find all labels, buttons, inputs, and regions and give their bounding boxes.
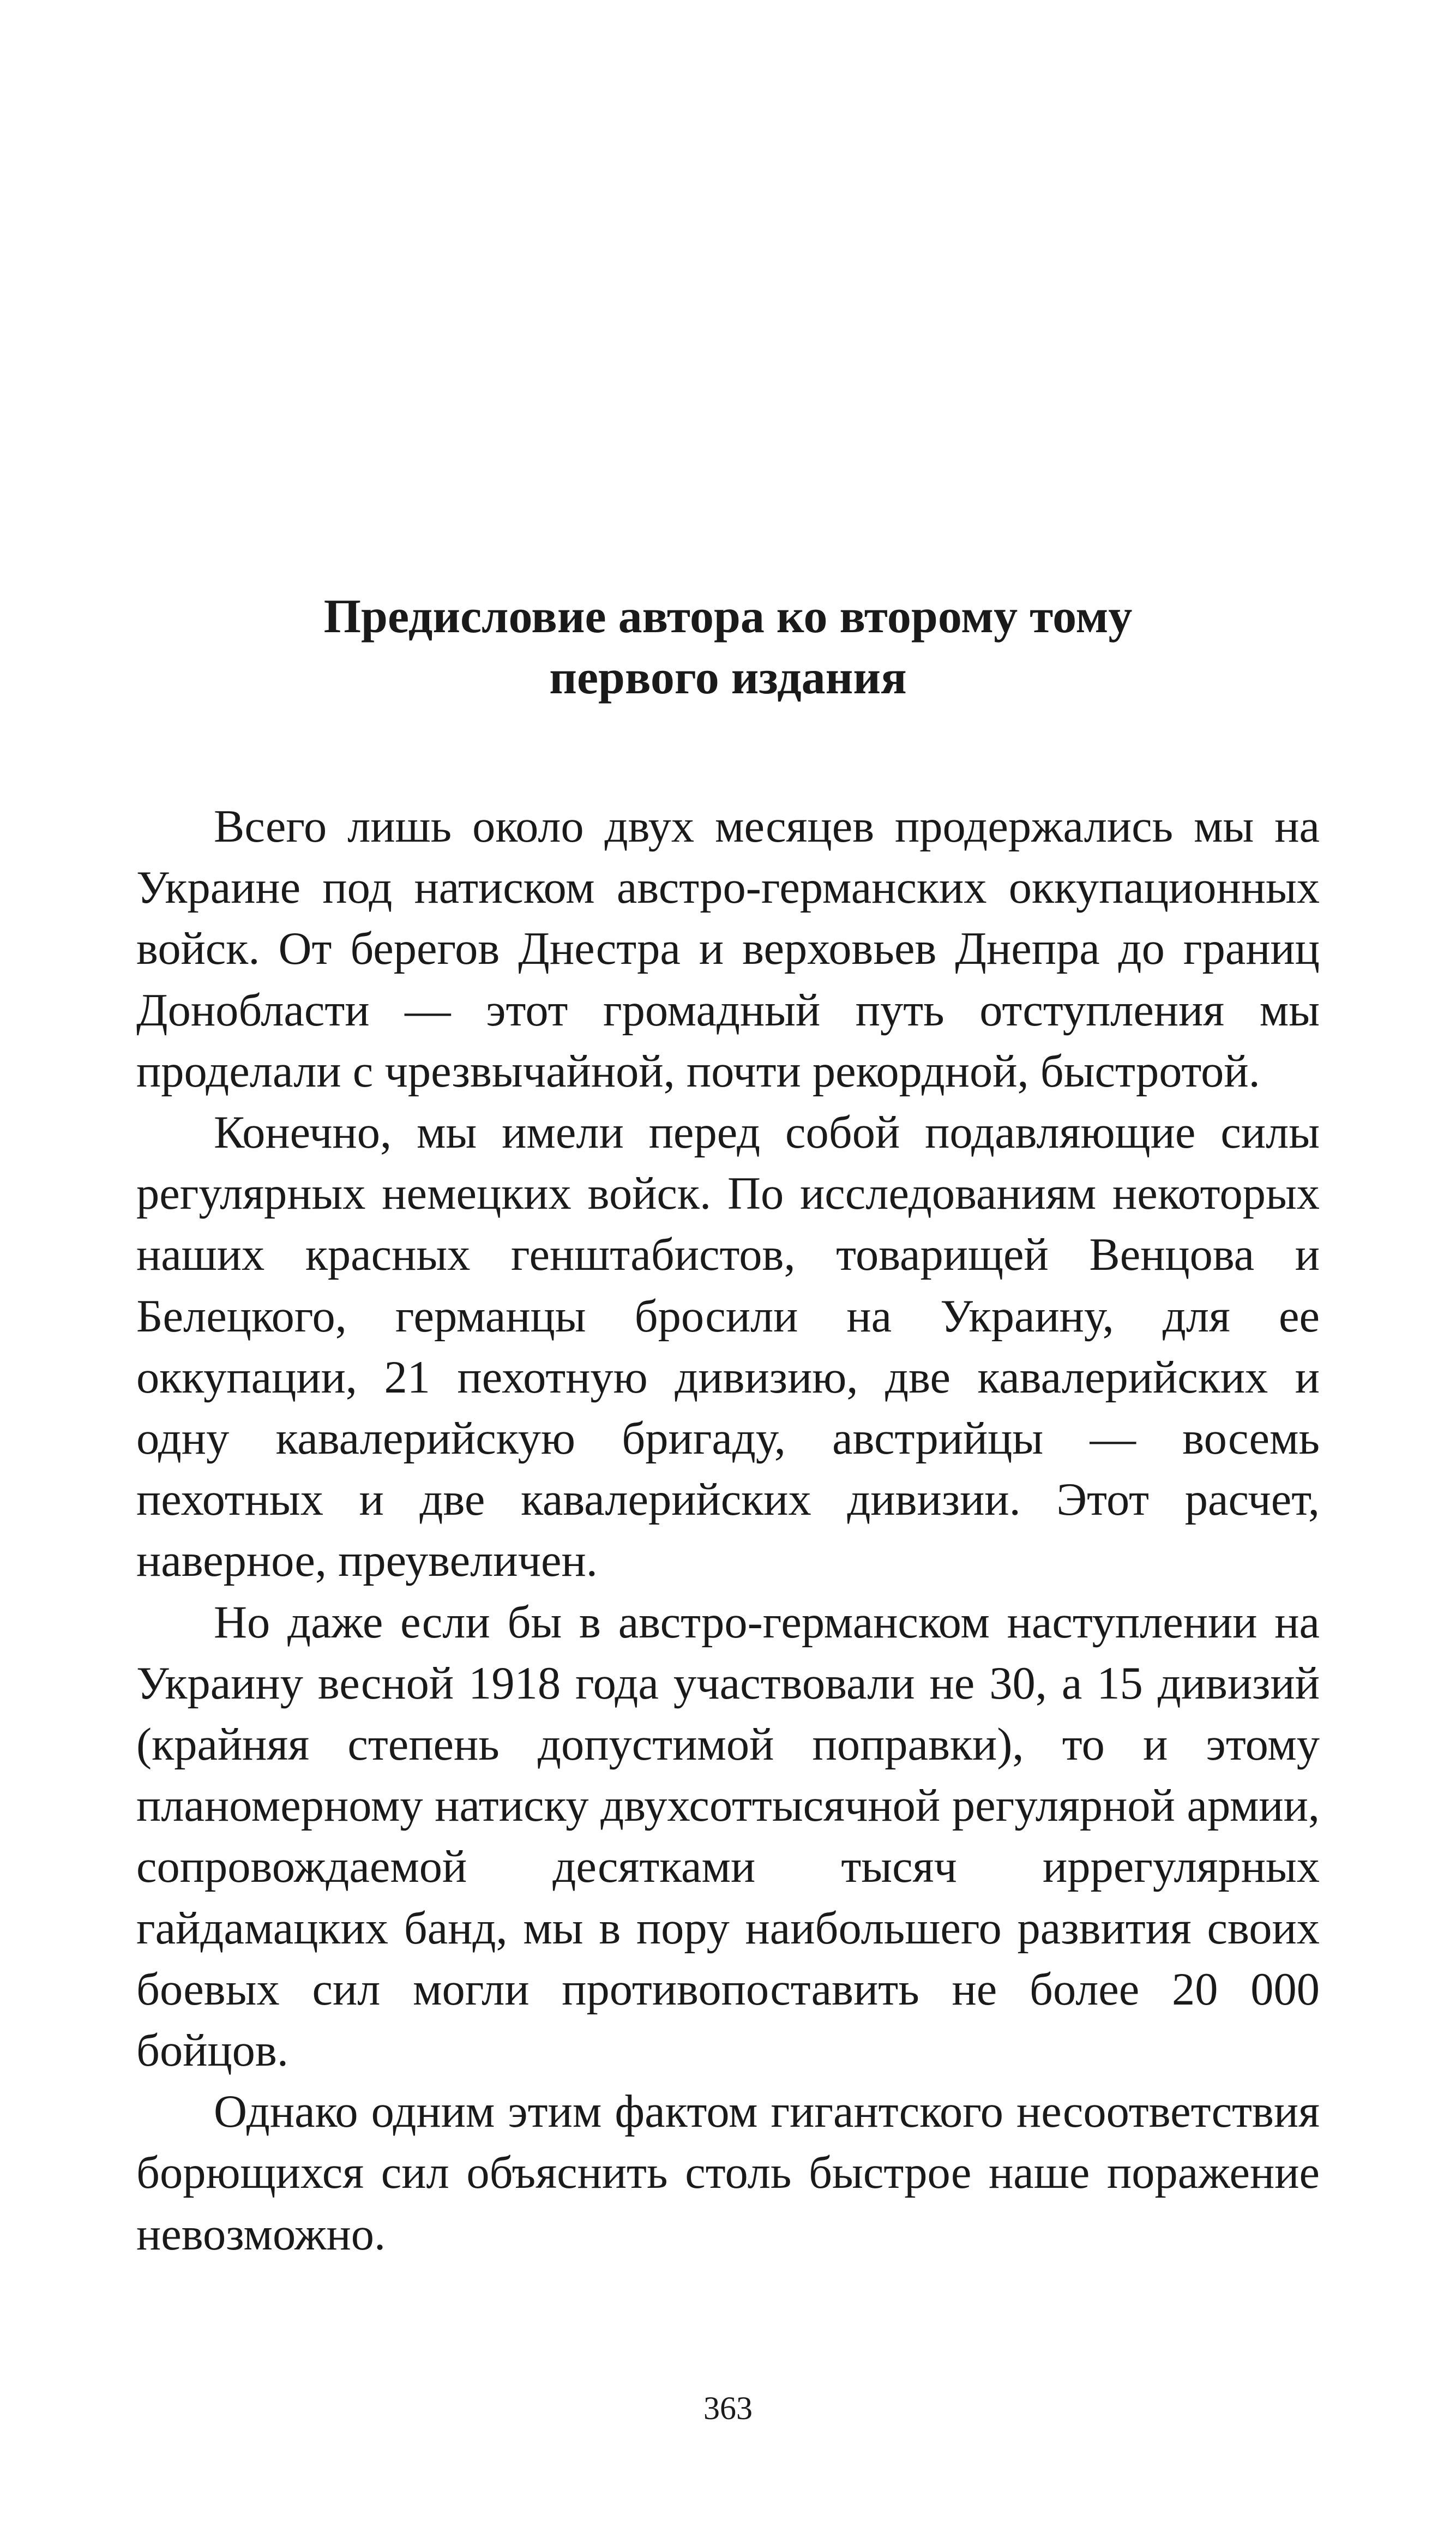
chapter-heading-line-1: Предисловие автора ко второму тому [323,590,1133,643]
body-text [136,796,1320,2265]
paragraph: Но даже если бы в австро-германском наступлении на Украину весной 1918 года участвовали не 30, а 15 дивизий (крайняя степень допустимой поправки), то и этому планомерному натиску двухсоттысячной регулярной армии, сопровождаемой десятками тысяч иррегулярных гайдамацких банд, мы в пору наибольшего развития своих боевых сил могли противопоставить не более 20 000 бойцов. [136,1597,1320,2077]
chapter-heading [136,586,1320,709]
paragraph: Всего лишь около двух месяцев продержались мы на Украине под натиском австро-германских оккупационных войск. От берегов Днестра и верховьев Днепра до границ Донобласти — этот громадный путь отступления мы проделали с чрезвычайной, почти рекордной, быстротой. [136,801,1320,1097]
paragraph: Однако одним этим фактом гигантского несоответствия борющихся сил объяснить столь быстрое наше поражение невозможно. [136,2086,1320,2260]
chapter-heading-line-2: первого издания [549,651,907,704]
paragraph: Конечно, мы имели перед собой подавляющие силы регулярных немецких войск. По исследованиям некоторых наших красных генштабистов, товарищей Венцова и Белецкого, германцы бросили на Украину, для ее оккупации, 21 пехотную дивизию, две кавалерийских и одну кавалерийскую бригаду, австрийцы — восемь пехотных и две кавалерийских дивизии. Этот расчет, наверное, преувеличен. [136,1107,1320,1587]
page-number: 363 [703,2390,753,2426]
